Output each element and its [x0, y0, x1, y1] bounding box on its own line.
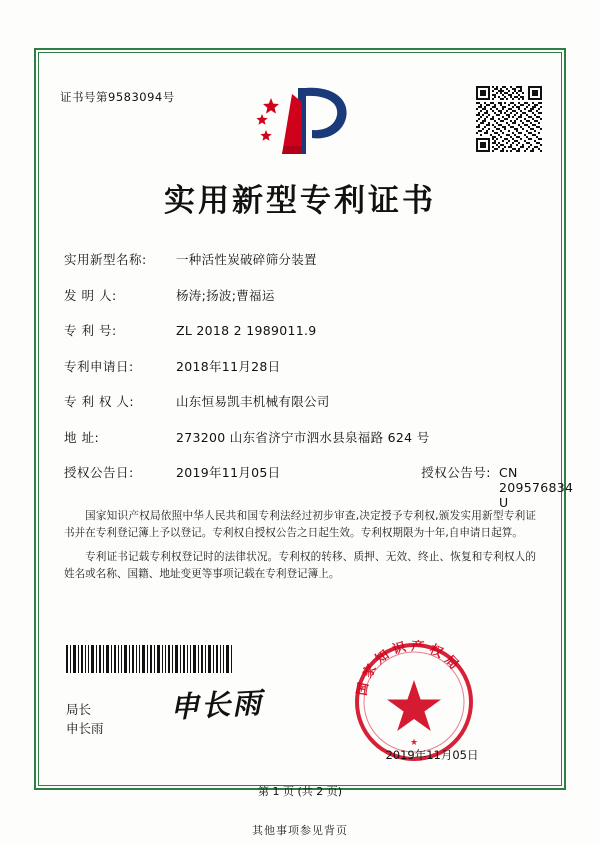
field-value: ZL 2018 2 1989011.9 — [176, 323, 317, 338]
field-label: 授权公告日: — [64, 465, 134, 480]
svg-text:国 家 知 识 产 权 局: 国 家 知 识 产 权 局 — [354, 640, 462, 697]
page-title: 实用新型专利证书 — [164, 183, 436, 219]
svg-text:★: ★ — [409, 738, 419, 748]
field-row-grant — [64, 463, 574, 510]
legal-paragraph-2: 专利证书记载专利权登记时的法律状况。专利权的转移、质押、无效、终止、恢复和专利权人的姓名或名称、国籍、地址变更等事项记载在专利登记簿上。 — [64, 550, 536, 581]
field-label-secondary: 授权公告号: — [421, 465, 491, 480]
signer-title-line1: 局长 — [66, 702, 92, 717]
signer-title — [66, 700, 104, 739]
qr-code-icon — [476, 86, 542, 152]
field-row-application-date — [64, 357, 534, 375]
field-value: 2018年11月28日 — [176, 358, 281, 374]
field-label: 实用新型名称: — [64, 252, 147, 267]
field-row-inventor — [64, 286, 534, 304]
field-label: 专 利 权 人: — [64, 394, 135, 409]
field-value-secondary: CN 209576834 U — [499, 465, 574, 510]
field-value: 山东恒易凯丰机械有限公司 — [176, 394, 330, 409]
legal-text — [64, 508, 536, 590]
seal-date: 2019年11月05日 — [385, 748, 479, 762]
field-value: 2019年11月05日 — [176, 465, 281, 480]
field-label: 发 明 人: — [64, 287, 117, 303]
footer-note: 其他事项参见背页 — [252, 824, 348, 837]
field-value: 杨涛;扬波;曹福运 — [176, 287, 275, 303]
field-value: 一种活性炭破碎筛分装置 — [176, 252, 317, 267]
cnipa-emblem-icon — [248, 82, 352, 160]
page-number: 第 1 页 (共 2 页) — [257, 785, 343, 798]
handwritten-signature: 申长雨 — [169, 685, 264, 725]
field-value: 273200 山东省济宁市泗水县泉福路 624 号 — [176, 429, 430, 445]
field-label: 地 址: — [64, 429, 100, 445]
official-seal-icon — [352, 640, 476, 764]
field-row-patent-number — [64, 321, 534, 339]
field-row-patentee — [64, 392, 534, 410]
field-label: 专 利 号: — [64, 323, 117, 338]
field-list — [64, 250, 574, 528]
certificate-number: 证书号第9583094号 — [60, 90, 175, 104]
legal-paragraph-1: 国家知识产权局依照中华人民共和国专利法经过初步审查,决定授予专利权,颁发实用新型专利证书并在专利登记簿上予以登记。专利权自授权公告之日起生效。专利权期限为十年,自申请日起算。 — [64, 510, 536, 540]
barcode-icon — [66, 645, 232, 673]
field-row-name — [64, 250, 534, 268]
field-row-address — [64, 428, 534, 446]
field-label: 专利申请日: — [64, 358, 134, 374]
signer-name: 申长雨 — [66, 721, 104, 737]
